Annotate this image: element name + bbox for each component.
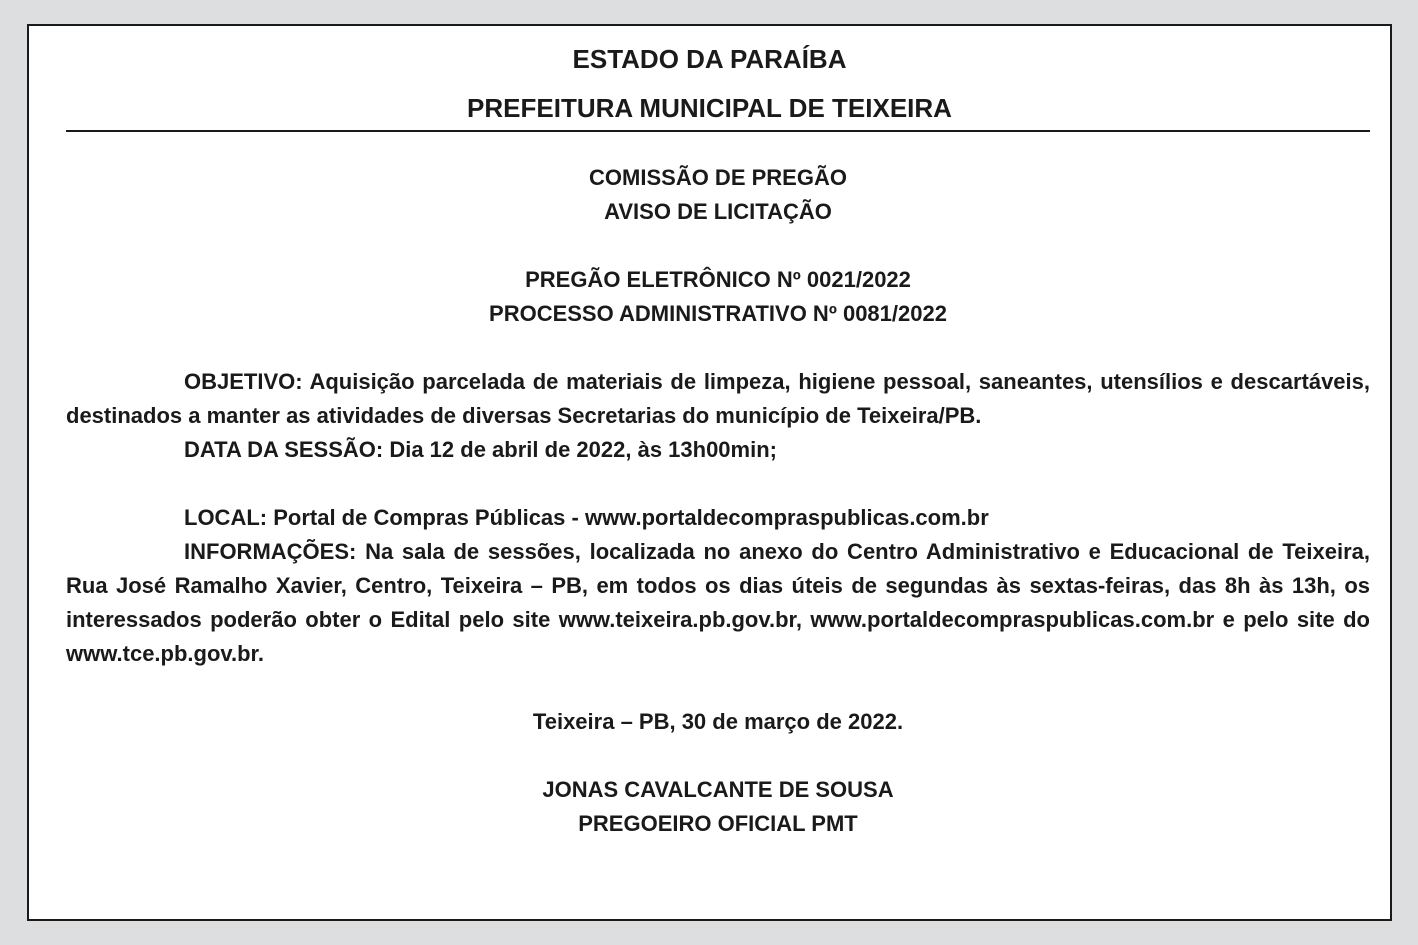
pregao-number: PREGÃO ELETRÔNICO Nº 0021/2022 <box>525 267 911 292</box>
state-heading: ESTADO DA PARAÍBA <box>572 44 847 74</box>
spacer <box>66 467 1370 501</box>
city-hall-heading: PREFEITURA MUNICIPAL DE TEIXEIRA <box>467 93 952 123</box>
spacer <box>66 739 1370 773</box>
local-paragraph: LOCAL: Portal de Compras Públicas - www.portaldecompraspublicas.com.br <box>184 505 989 530</box>
spacer <box>66 671 1370 705</box>
objetivo-paragraph: OBJETIVO: Aquisição parcelada de materiais de limpeza, higiene pessoal, saneantes, utensílios e descartáveis, destinados a manter as atividades de diversas Secretarias do município de Teixeira/PB. <box>66 369 1370 428</box>
header-divider <box>66 130 1370 132</box>
notice-type-title: AVISO DE LICITAÇÃO <box>604 199 832 224</box>
date-place: Teixeira – PB, 30 de março de 2022. <box>532 709 904 734</box>
processo-number: PROCESSO ADMINISTRATIVO Nº 0081/2022 <box>489 301 947 326</box>
notice-box <box>27 24 1392 921</box>
commission-title: COMISSÃO DE PREGÃO <box>589 165 847 190</box>
informacoes-paragraph: INFORMAÇÕES: Na sala de sessões, localizada no anexo do Centro Administrativo e Educacional de Teixeira, Rua José Ramalho Xavier, Centro, Teixeira – PB, em todos os dias úteis de segundas às sextas-feiras, das 8h às 13h, os interessados poderão obter o Edital pelo site www.teixeira.pb.gov.br, www.portaldecompraspublicas.com.br e pelo site do www.tce.pb.gov.br. <box>66 539 1370 666</box>
signatory-role: PREGOEIRO OFICIAL PMT <box>578 811 858 836</box>
signatory-name: JONAS CAVALCANTE DE SOUSA <box>542 777 894 802</box>
notice-body <box>66 161 1370 841</box>
spacer <box>66 331 1370 365</box>
session-date-paragraph: DATA DA SESSÃO: Dia 12 de abril de 2022, às 13h00min; <box>184 437 777 462</box>
spacer <box>66 229 1370 263</box>
